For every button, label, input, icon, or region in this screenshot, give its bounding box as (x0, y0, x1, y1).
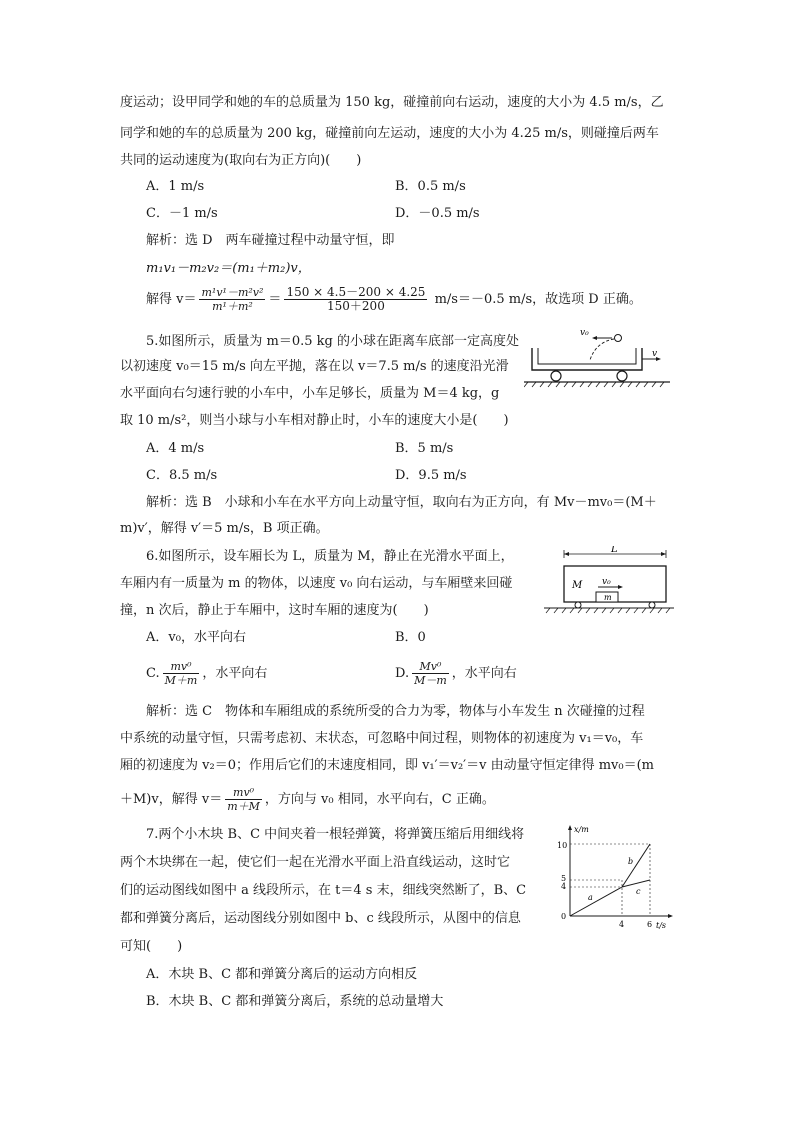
q4-option-c: C．－1 m/s (146, 206, 218, 221)
origin-label: 0 (561, 912, 567, 921)
q6-analysis-line-3: 厢的初速度为 v₂＝0；作用后它们的末速度相同，即 v₁′＝v₂′＝v 由动量守恒定律得 mv₀＝(m (120, 758, 654, 773)
q5-stem-line-2: 以初速度 v₀＝15 m/s 向左平抛，落在以 v＝7.5 m/s 的速度沿光滑 (120, 359, 509, 374)
equals-sign: ＝ (268, 292, 282, 307)
y-tick-10: 10 (557, 841, 568, 850)
q6-stem-line-3: 撞，n 次后，静止于车厢中，这时车厢的速度为( ) (120, 603, 429, 618)
q6-option-c (146, 660, 267, 687)
ball (615, 335, 622, 342)
option-letter: C. (146, 666, 160, 681)
label-b: b (628, 857, 634, 866)
option-suffix: ，水平向右 (451, 666, 517, 681)
ground-hatch (546, 608, 670, 613)
q4-symbolic-fraction (199, 286, 265, 313)
q4-option-b: B．0.5 m/s (395, 179, 466, 194)
label-a: a (588, 893, 593, 902)
q4-analysis-suffix: m/s＝－0.5 m/s，故选项 D 正确。 (434, 292, 642, 307)
fraction-numerator: mv⁰ (170, 660, 192, 673)
fraction-numerator: Mv⁰ (419, 660, 442, 673)
q5-option-a: A．4 m/s (146, 441, 205, 456)
q7-stem-line-1: 7.两个小木块 B、C 中间夹着一根轻弹簧，将弹簧压缩后用细线将 (146, 827, 525, 842)
fraction-numerator: m¹v¹－m²v² (201, 286, 264, 299)
x-tick-4: 4 (619, 920, 625, 929)
q7-stem-line-4: 都和弹簧分离后，运动图线分别如图中 b、c 线段所示，从图中的信息 (120, 911, 521, 926)
q4-analysis-line-1: 解析：选 D 两车碰撞过程中动量守恒，即 (146, 233, 395, 248)
cart-wheel-left (551, 371, 561, 381)
q4-option-a: A．1 m/s (146, 179, 205, 194)
q6-analysis-line-1: 解析：选 C 物体和车厢组成的系统所受的合力为零，物体与小车发生 n 次碰撞的过程 (146, 704, 645, 719)
q4-numeric-fraction (284, 286, 427, 313)
q6-stem-line-2: 车厢内有一质量为 m 的物体，以速度 v₀ 向右运动，与车厢壁来回碰 (120, 576, 513, 591)
option-letter: D. (395, 666, 410, 681)
fraction-denominator: m＋M (227, 800, 260, 813)
q4-stem-line-3: 共同的运动速度为(取向右为正方向)( ) (120, 153, 362, 168)
q7-stem-line-2: 两个木块绑在一起，使它们一起在光滑水平面上沿直线运动，这时它 (120, 855, 511, 870)
carriage-wheel-left (575, 602, 581, 608)
q7-xt-graph (550, 822, 680, 932)
q6-analysis-suffix: ，方向与 v₀ 相同，水平向右，C 正确。 (264, 792, 495, 807)
q6-option-c-fraction (163, 660, 200, 687)
cart-body (532, 348, 642, 370)
fraction-numerator: mv⁰ (233, 786, 255, 799)
label-c: c (636, 887, 641, 896)
q6-analysis-line-2: 中系统的动量守恒，只需考虑初、末状态，可忽略中间过程，则物体的初速度为 v₁＝v₀，车 (120, 731, 644, 746)
q4-analysis-prefix: 解得 v＝ (146, 292, 197, 307)
trajectory-path (590, 339, 614, 360)
q6-option-a: A．v₀，水平向右 (146, 630, 246, 645)
q4-stem-line-1: 度运动；设甲同学和她的车的总质量为 150 kg，碰撞前向右运动，速度的大小为 4.5 m/s，乙 (120, 95, 664, 110)
block-velocity-label: v₀ (602, 577, 611, 587)
line-a (570, 887, 622, 916)
q4-analysis-line-3 (146, 286, 642, 313)
carriage-mass-label: M (572, 580, 583, 591)
fraction-denominator: m¹＋m² (199, 299, 265, 313)
block-mass-label: m (604, 593, 612, 602)
q6-stem-line-1: 6.如图所示，设车厢长为 L，质量为 M，静止在光滑水平面上， (146, 549, 514, 564)
fraction-denominator: 150＋200 (284, 299, 427, 313)
q5-stem-line-1: 5.如图所示，质量为 m＝0.5 kg 的小球在距离车底部一定高度处 (146, 334, 520, 349)
y-tick-4: 4 (561, 882, 567, 891)
x-axis-label: t/s (656, 921, 667, 930)
q6-analysis-line-4 (120, 786, 495, 813)
y-axis-label: x/m (574, 825, 589, 834)
q5-analysis-line-1: 解析：选 B 小球和小车在水平方向上动量守恒，取向右为正方向，有 Mv－mv₀＝(M＋ (146, 495, 657, 510)
q6-option-b: B．0 (395, 630, 426, 645)
y-tick-5: 5 (561, 874, 567, 883)
v-label: v (652, 349, 658, 359)
q7-stem-line-3: 们的运动图线如图中 a 线段所示，在 t＝4 s 末，细线突然断了，B、C (120, 883, 527, 898)
graph-guide-lines (570, 844, 650, 916)
fraction-denominator: M＋m (164, 674, 198, 687)
fraction-numerator: 150 × 4.5－200 × 4.25 (286, 285, 426, 299)
q5-option-b: B．5 m/s (395, 441, 454, 456)
q5-analysis-line-2: m)v′，解得 v′＝5 m/s，B 项正确。 (120, 521, 329, 536)
q5-stem-line-3: 水平面向右匀速行驶的小车中，小车足够长，质量为 M＝4 kg，g (120, 386, 500, 401)
q5-cart-figure (524, 326, 674, 396)
q4-option-d: D．－0.5 m/s (395, 206, 480, 221)
v0-arrowhead (592, 336, 597, 340)
q6-analysis-fraction (225, 786, 262, 813)
q4-analysis-line-2: m₁v₁－m₂v₂＝(m₁＋m₂)v， (146, 261, 311, 276)
v0-label: v₀ (580, 328, 589, 338)
q7-option-b: B．木块 B、C 都和弹簧分离后，系统的总动量增大 (146, 994, 444, 1009)
q5-stem-line-4: 取 10 m/s²，则当小球与小车相对静止时，小车的速度大小是( ) (120, 413, 509, 428)
q6-option-d-fraction (412, 660, 449, 687)
carriage-wheel-right (649, 602, 655, 608)
q6-carriage-figure (544, 546, 674, 616)
x-tick-6: 6 (647, 920, 653, 929)
length-label: L (611, 546, 618, 555)
cart-wheel-right (617, 371, 627, 381)
q5-option-d: D．9.5 m/s (395, 468, 467, 483)
q7-stem-line-5: 可知( ) (120, 939, 183, 954)
q5-option-c: C．8.5 m/s (146, 468, 218, 483)
option-suffix: ，水平向右 (202, 666, 268, 681)
cart-inner-wall (538, 348, 636, 364)
q7-option-a: A．木块 B、C 都和弹簧分离后的运动方向相反 (146, 967, 418, 982)
q4-stem-line-2: 同学和她的车的总质量为 200 kg，碰撞前向左运动，速度的大小为 4.25 m/s，则碰撞后两车 (120, 126, 659, 141)
ground-hatch (524, 382, 664, 387)
q6-analysis-prefix: ＋M)v，解得 v＝ (120, 792, 223, 807)
fraction-denominator: M－m (414, 674, 447, 687)
q6-option-d (395, 660, 517, 687)
